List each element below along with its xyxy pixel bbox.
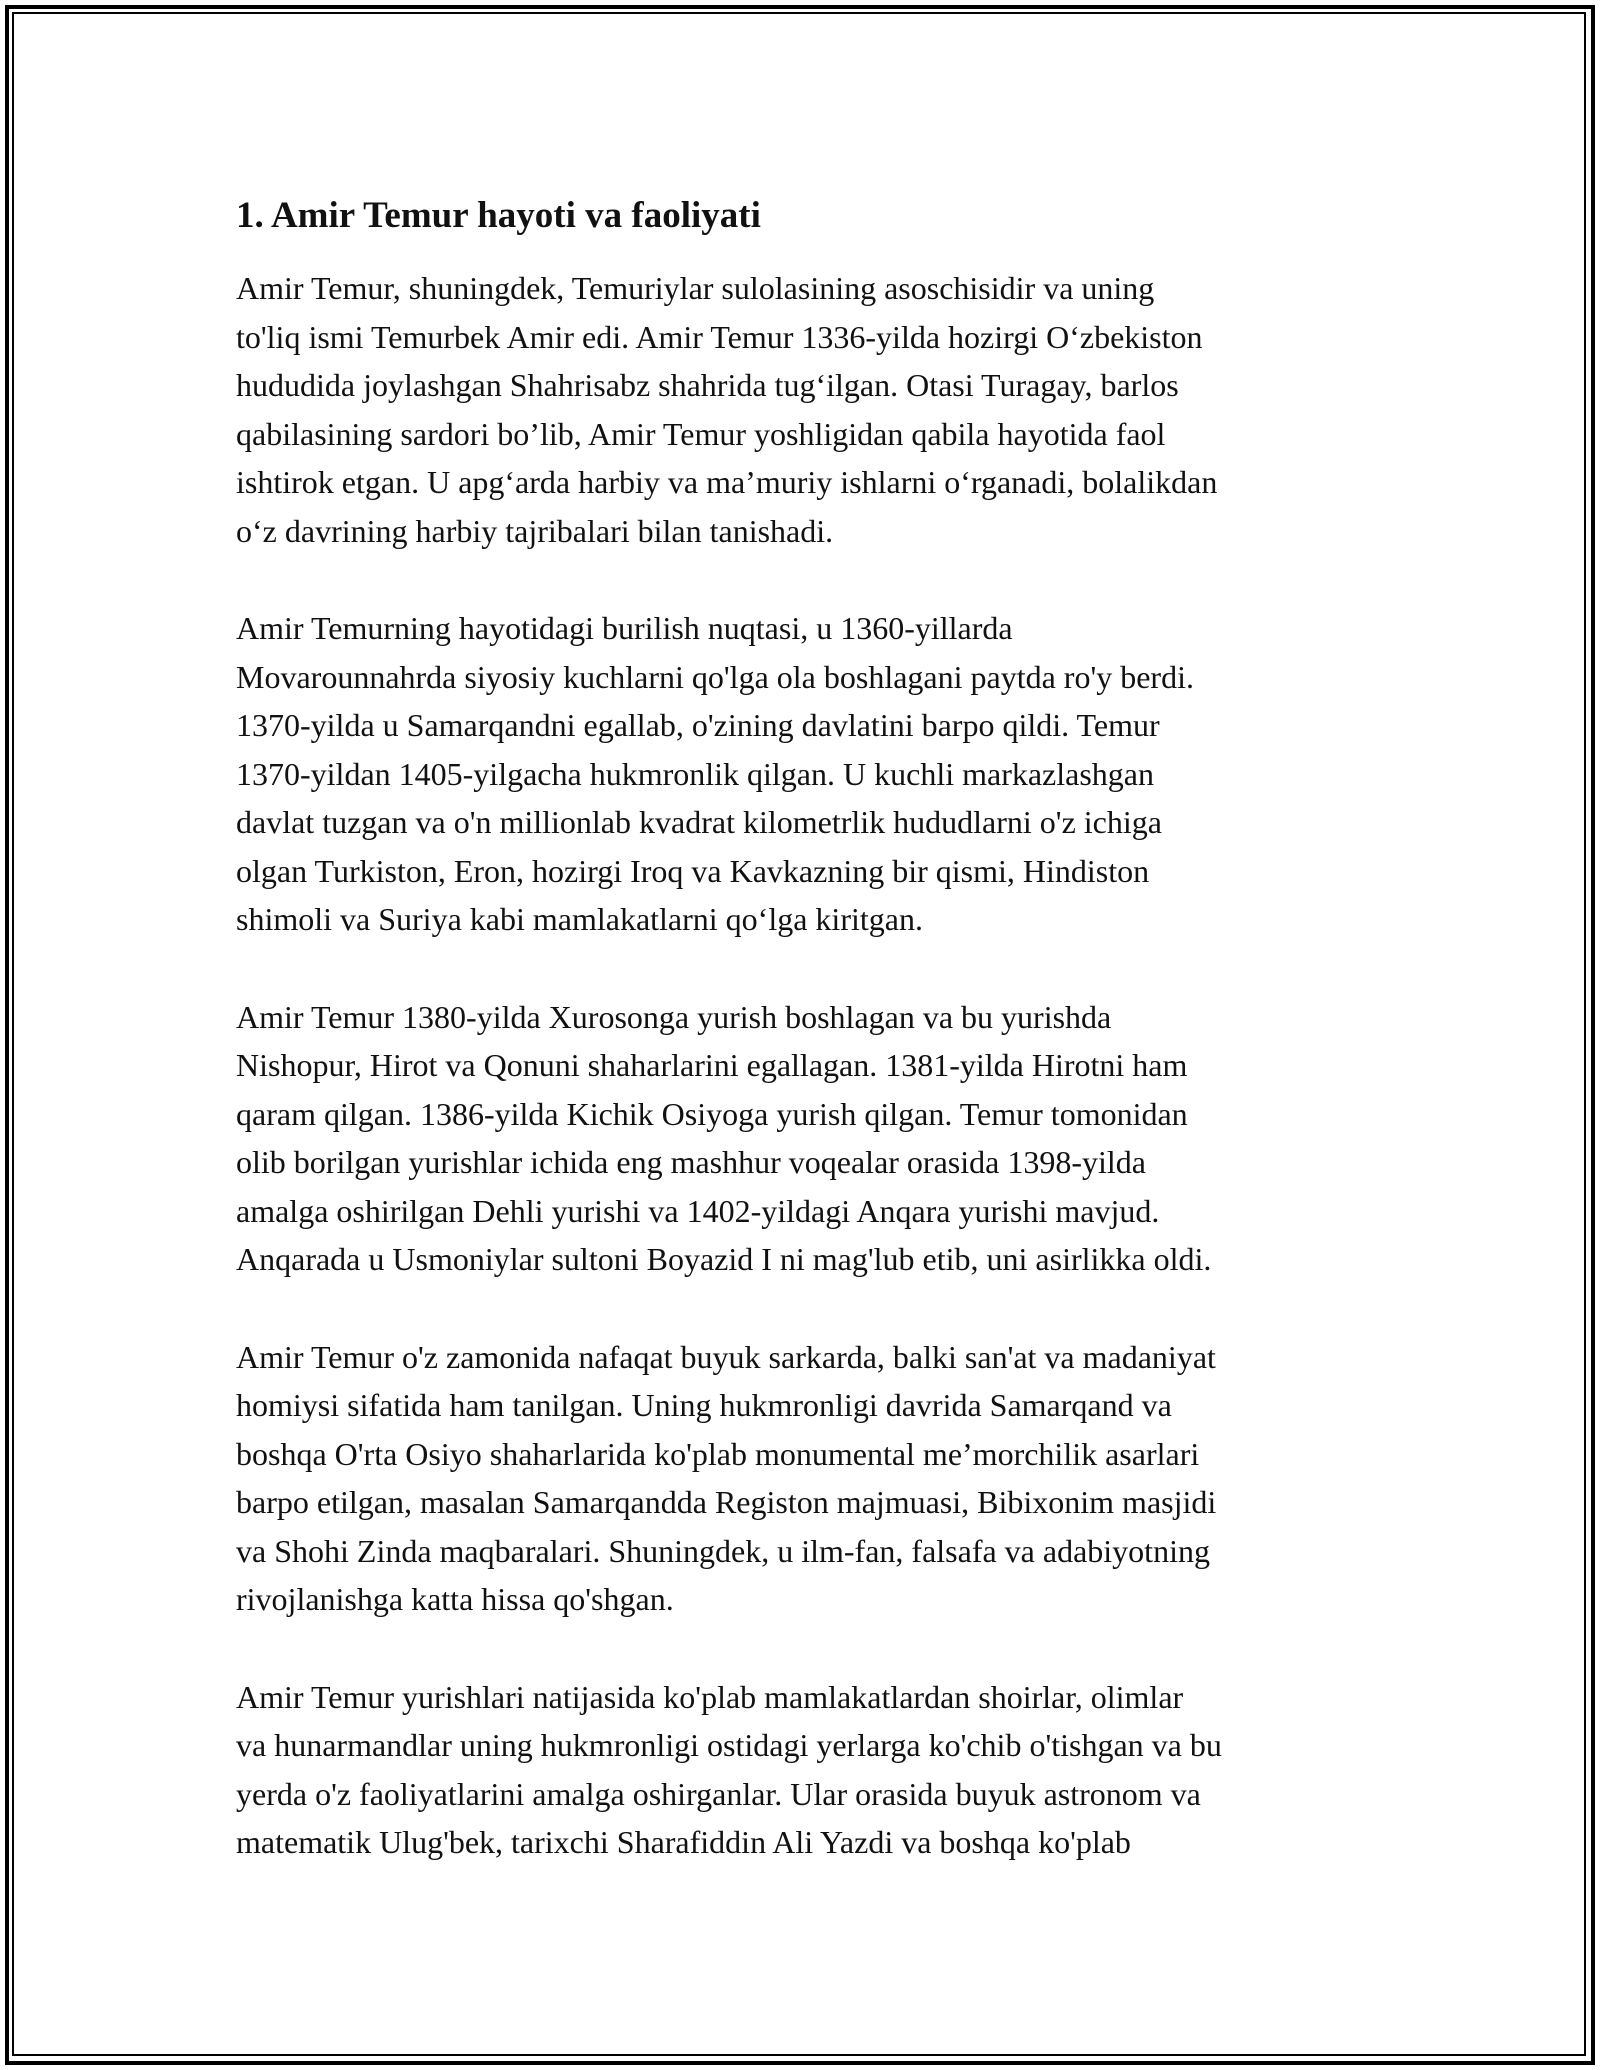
text-line: olib borilgan yurishlar ichida eng mashhur voqealar orasida 1398-yilda <box>236 1144 1146 1180</box>
paragraph-list <box>236 264 1376 1867</box>
text-line: barpo etilgan, masalan Samarqandda Registon majmuasi, Bibixonim masjidi <box>236 1484 1217 1520</box>
text-line: Amir Temurning hayotidagi burilish nuqtasi, u 1360-yillarda <box>236 610 1013 646</box>
paragraph-3 <box>236 993 1376 1284</box>
text-line: Amir Temur yurishlari natijasida ko'plab mamlakatlardan shoirlar, olimlar <box>236 1678 1184 1715</box>
text-line: yerda o'z faoliyatlarini amalga oshirganlar. Ular orasida buyuk astronom va <box>236 1775 1201 1812</box>
text-line: to'liq ismi Temurbek Amir edi. Amir Temur 1336-yilda hozirgi O‘zbekiston <box>236 318 1203 355</box>
paragraph-1 <box>236 264 1376 555</box>
text-line: va Shohi Zinda maqbaralari. Shuningdek, u ilm-fan, falsafa va adabiyotning <box>236 1532 1210 1569</box>
text-line: amalga oshirilgan Dehli yurishi va 1402-yildagi Anqara yurishi mavjud. <box>236 1192 1160 1229</box>
text-line: olgan Turkiston, Eron, hozirgi Iroq va Kavkazning bir qismi, Hindiston <box>236 852 1150 889</box>
text-line: matematik Ulug'bek, tarixchi Sharafiddin Ali Yazdi va boshqa ko'plab <box>236 1824 1131 1860</box>
text-line: homiysi sifatida ham tanilgan. Uning hukmronligi davrida Samarqand va <box>236 1387 1172 1423</box>
text-line: Amir Temur, shuningdek, Temuriylar sulolasining asoschisidir va uning <box>236 270 1155 306</box>
text-line: qabilasining sardori bo’lib, Amir Temur yoshligidan qabila hayotida faol <box>236 415 1166 452</box>
text-line: va hunarmandlar uning hukmronligi ostidagi yerlarga ko'chib o'tishgan va bu <box>236 1727 1222 1763</box>
section-heading: 1. Amir Temur hayoti va faoliyati <box>236 195 761 236</box>
text-line: shimoli va Suriya kabi mamlakatlarni qo‘lga kiritgan. <box>236 901 923 937</box>
text-line: Amir Temur 1380-yilda Xurosonga yurish boshlagan va bu yurishda <box>236 998 1112 1035</box>
text-line: o‘z davrining harbiy tajribalari bilan tanishadi. <box>236 512 834 549</box>
text-line: ishtirok etgan. U apg‘arda harbiy va ma’muriy ishlarni o‘rganadi, bolalikdan <box>236 464 1218 500</box>
text-line: rivojlanishga katta hissa qo'shgan. <box>236 1581 674 1617</box>
document-body <box>236 190 1376 1916</box>
paragraph-4 <box>236 1333 1376 1624</box>
paragraph-2 <box>236 604 1376 944</box>
paragraph-5 <box>236 1673 1376 1867</box>
text-line: qaram qilgan. 1386-yilda Kichik Osiyoga yurish qilgan. Temur tomonidan <box>236 1095 1188 1132</box>
text-line: boshqa O'rta Osiyo shaharlarida ko'plab monumental me’morchilik asarlari <box>236 1435 1200 1472</box>
text-line: davlat tuzgan va o'n millionlab kvadrat kilometrlik hududlarni o'z ichiga <box>236 804 1162 840</box>
text-line: hududida joylashgan Shahrisabz shahrida tug‘ilgan. Otasi Turagay, barlos <box>236 367 1179 403</box>
text-line: 1370-yilda u Samarqandni egallab, o'zining davlatini barpo qildi. Temur <box>236 707 1160 743</box>
text-line: 1370-yildan 1405-yilgacha hukmronlik qilgan. U kuchli markazlashgan <box>236 755 1154 792</box>
text-line: Nishopur, Hirot va Qonuni shaharlarini egallagan. 1381-yilda Hirotni ham <box>236 1047 1188 1083</box>
text-line: Movarounnahrda siyosiy kuchlarni qo'lga ola boshlagani paytda ro'y berdi. <box>236 658 1194 695</box>
text-line: Anqarada u Usmoniylar sultoni Boyazid I ni mag'lub etib, uni asirlikka oldi. <box>236 1241 1212 1277</box>
text-line: Amir Temur o'z zamonida nafaqat buyuk sarkarda, balki san'at va madaniyat <box>236 1338 1216 1375</box>
